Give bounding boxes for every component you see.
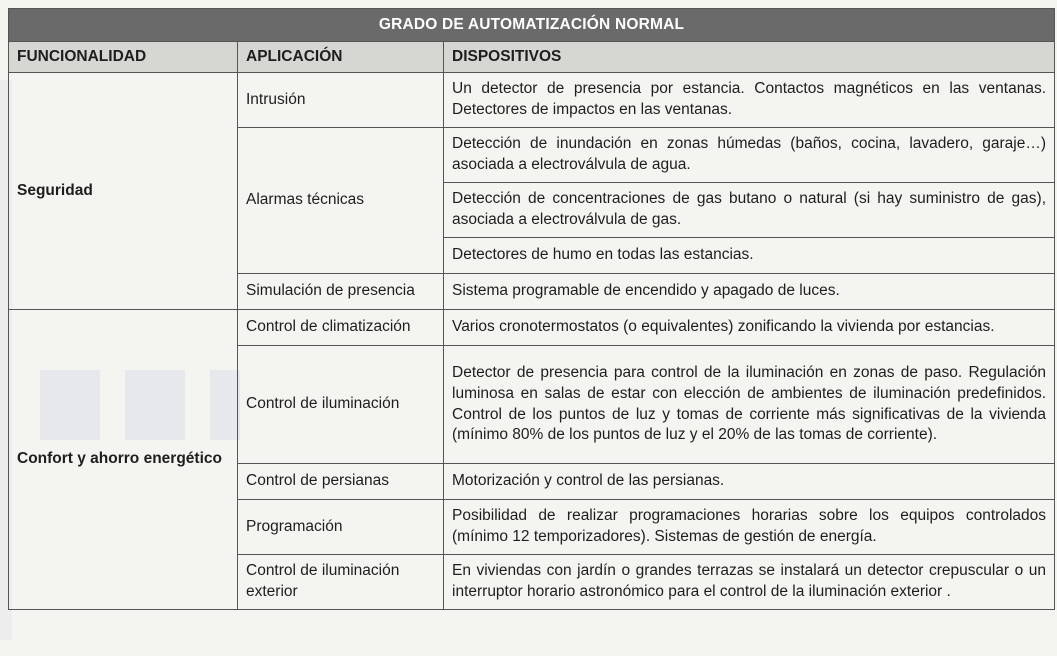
dispositivos-cell: Sistema programable de encendido y apagado de luces.	[444, 274, 1055, 310]
dispositivos-cell: Motorización y control de las persianas.	[444, 464, 1055, 500]
header-dispositivos: DISPOSITIVOS	[444, 42, 1055, 73]
dispositivos-cell: Posibilidad de realizar programaciones horarias sobre los equipos controlados (mínimo 12 temporizadores). Sistemas de gestión de energía.	[444, 500, 1055, 555]
dispositivos-cell: Detección de concentraciones de gas butano o natural (si hay suministro de gas), asociada a electroválvula de gas.	[444, 183, 1055, 238]
header-funcionalidad: FUNCIONALIDAD	[9, 42, 238, 73]
aplicacion-cell: Control de climatización	[238, 310, 444, 346]
funcionalidad-seguridad: Seguridad	[9, 73, 238, 310]
dispositivos-cell: Un detector de presencia por estancia. Contactos magnéticos en las ventanas. Detectores de impactos en las ventanas.	[444, 73, 1055, 128]
aplicacion-cell: Simulación de presencia	[238, 274, 444, 310]
aplicacion-cell: Alarmas técnicas	[238, 128, 444, 274]
aplicacion-cell: Control de iluminación exterior	[238, 555, 444, 610]
dispositivos-cell: Detectores de humo en todas las estancias.	[444, 238, 1055, 274]
funcionalidad-confort: Confort y ahorro energético	[9, 310, 238, 610]
aplicacion-cell: Control de persianas	[238, 464, 444, 500]
header-aplicacion: APLICACIÓN	[238, 42, 444, 73]
table-row	[9, 310, 1055, 346]
aplicacion-cell: Control de iluminación	[238, 346, 444, 464]
dispositivos-cell: Varios cronotermostatos (o equivalentes) zonificando la vivienda por estancias.	[444, 310, 1055, 346]
dispositivos-cell: Detector de presencia para control de la iluminación en zonas de paso. Regulación luminosa en salas de estar con elección de ambientes de iluminación predefinidos. Control de los puntos de luz y tomas de corriente más significativas de la vivienda (mínimo 80% de los puntos de luz y el 20% de las tomas de corriente).	[444, 346, 1055, 464]
aplicacion-cell: Intrusión	[238, 73, 444, 128]
table-row	[9, 73, 1055, 128]
table-title: GRADO DE AUTOMATIZACIÓN NORMAL	[9, 9, 1055, 42]
automation-table	[8, 8, 1055, 610]
dispositivos-cell: Detección de inundación en zonas húmedas (baños, cocina, lavadero, garaje…) asociada a electroválvula de agua.	[444, 128, 1055, 183]
aplicacion-cell: Programación	[238, 500, 444, 555]
dispositivos-cell: En viviendas con jardín o grandes terrazas se instalará un detector crepuscular o un interruptor horario astronómico para el control de la iluminación exterior .	[444, 555, 1055, 610]
